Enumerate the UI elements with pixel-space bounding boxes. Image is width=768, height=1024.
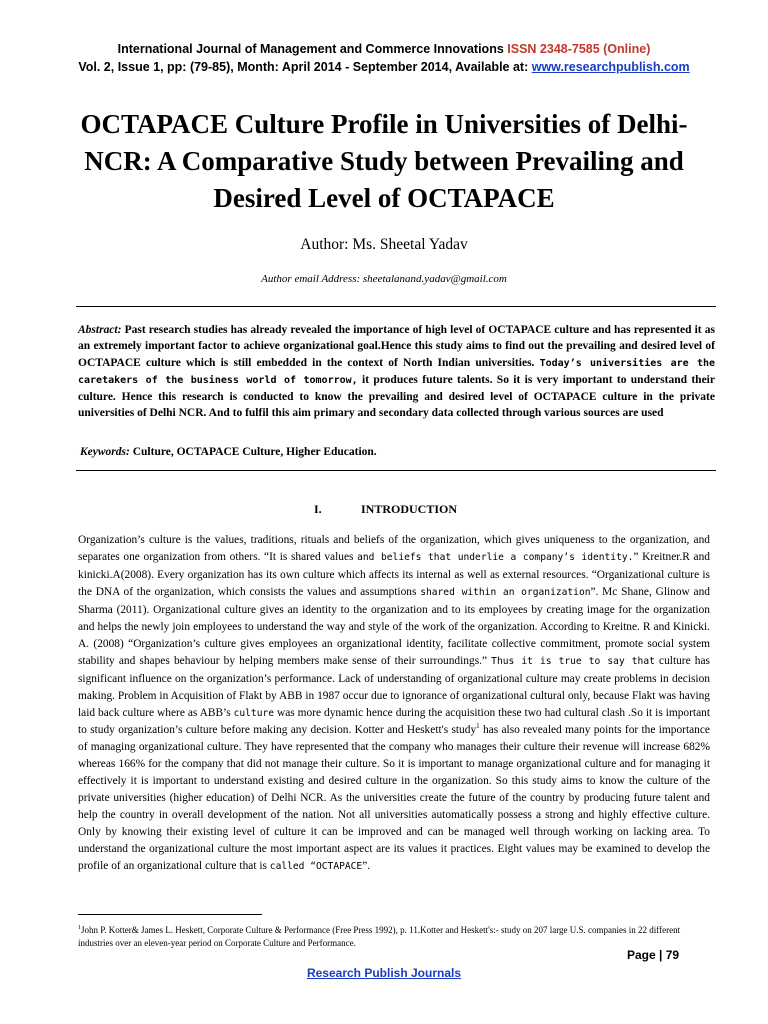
body-text-alt-font: and beliefs that underlie a company’s identity. — [357, 551, 634, 563]
top-divider — [76, 306, 716, 307]
journal-line-2 — [0, 58, 768, 76]
abstract-text-1: Past research studies has already revealed the importance of high level of OCTAPACE culture and has represented it as an extremely important factor to achieve organizational goal.Hence this study aims to find out the prevailing and desired level of OCTAPACE culture which is still embedded in the context of North Indian universities. — [78, 324, 715, 369]
abstract-label: Abstract: — [78, 324, 122, 336]
volume-info: Vol. 2, Issue 1, pp: (79-85), Month: April 2014 - September 2014, Available at: — [78, 60, 529, 74]
section-number: I. — [314, 502, 322, 516]
keywords — [80, 446, 716, 458]
body-text: ” Kreitner.R and kinicki.A(2008). Every organization has its own culture which affects its internal as well as external resources. “Organizational culture is the DNA of the organization, which consists the values and assumptions — [78, 550, 711, 598]
author-email: Author email Address: sheetalanand.yadav@gmail.com — [261, 273, 507, 285]
body-text-alt-font: culture — [233, 707, 275, 719]
footnote-reference[interactable]: 1 — [476, 722, 480, 731]
footnote — [78, 922, 714, 949]
footnote-rule — [78, 914, 262, 915]
introduction-paragraph — [78, 532, 710, 876]
abstract — [78, 322, 715, 422]
journal-url-link[interactable]: www.researchpublish.com — [531, 60, 690, 74]
author-name: Author: Ms. Sheetal Yadav — [300, 236, 468, 253]
section-title: INTRODUCTION — [361, 502, 458, 516]
body-text-alt-font: Thus it is true to say that — [491, 655, 655, 667]
body-text: has also revealed many points for the importance of managing organizational culture. They have represented that the company who manages their culture their revenue will increase 682% whereas 166% for the company that did not manage their culture. So it is important to manage organizational culture and for managing it effectively it is important to understand existing and desired culture in the organization. So this study aims to know the culture of the private universities (higher education) of Delhi NCR. As the universities create the future of the country by producing future talent and help the country in overall development of the nation. Not all universities automatically possess a strong and highly effective culture. Only by knowing their existing level of culture it can be improved and can be managed well through working on lacking area. To understand the organizational culture the most important aspect are its values it practices. Eight values may be examined to develop the profile of an organizational culture that is — [78, 724, 710, 873]
page-number: Page | 79 — [627, 948, 680, 962]
paper-title: OCTAPACE Culture Profile in Universities of Delhi- NCR: A Comparative Study between Prevailing and Desired Level of OCTAPACE — [80, 109, 688, 213]
body-text-alt-font: shared within an organization — [420, 586, 591, 598]
journal-line-1 — [0, 40, 768, 58]
body-text: Organization’s culture is the values, traditions, rituals and beliefs of the organization, which gives uniqueness to the organization, and separates one organization from others. “It is shared values — [78, 534, 710, 563]
abstract-highlight: Today’s universities are the caretakers of the business world of tomorrow, — [78, 357, 715, 386]
journal-header — [0, 40, 768, 76]
body-text: culture has significant influence on the organization’s performance. Lack of understanding of organizational culture may create problems in decision making. Problem in Acquisition of Flakt by ABB in 1987 occur due to ignorance of organizational cultural only, because Flakt was having laid back culture where as ABB’s — [78, 654, 710, 719]
abstract-text-2: it produces future talents. So it is very important to understand their culture. Hence this research is conducted to know the prevailing and desired level of OCTAPACE culture in the private universities of Delhi NCR. And to fulfil this aim primary and secondary data collected through various sources are used — [78, 373, 715, 420]
body-text: ”. — [362, 860, 371, 873]
footnote-mark: 1 — [78, 925, 81, 931]
footnote-text: John P. Kotter& James L. Heskett, Corporate Culture & Performance (Free Press 1992), p. 11.Kotter and Heskett's:- study on 207 large U.S. companies in 22 different industries over an eleven-year period on Corporate Culture and Performance. — [78, 925, 681, 948]
body-text: ”. Mc Shane, Glinow and Sharma (2011). Organizational culture gives an identity to the organization and to its employees by creating image for the organization and helps the newly join employees to understand the way and style of the work of the organization. According to Kreitne. R and Kinicki. A. (2008) “Organization’s culture gives employees an organizational identity, facilitate collective commitment, promote social system stability and shapes behaviour by helping members make sense of their surroundings.” — [78, 585, 710, 667]
body-text: was more dynamic hence during the acquisition these two had cultural clash .So it is important to study organization’s culture before making any decision. Kotter and Heskett's study — [78, 706, 710, 737]
keywords-text: Culture, OCTAPACE Culture, Higher Education. — [129, 446, 377, 458]
body-text-alt-font: called “OCTAPACE — [269, 861, 363, 873]
bottom-divider — [76, 470, 716, 471]
journal-name: International Journal of Management and Commerce Innovations — [117, 42, 504, 56]
publisher-link[interactable]: Research Publish Journals — [306, 966, 462, 980]
keywords-label: Keywords: — [80, 446, 130, 458]
issn: ISSN 2348-7585 (Online) — [507, 42, 651, 56]
